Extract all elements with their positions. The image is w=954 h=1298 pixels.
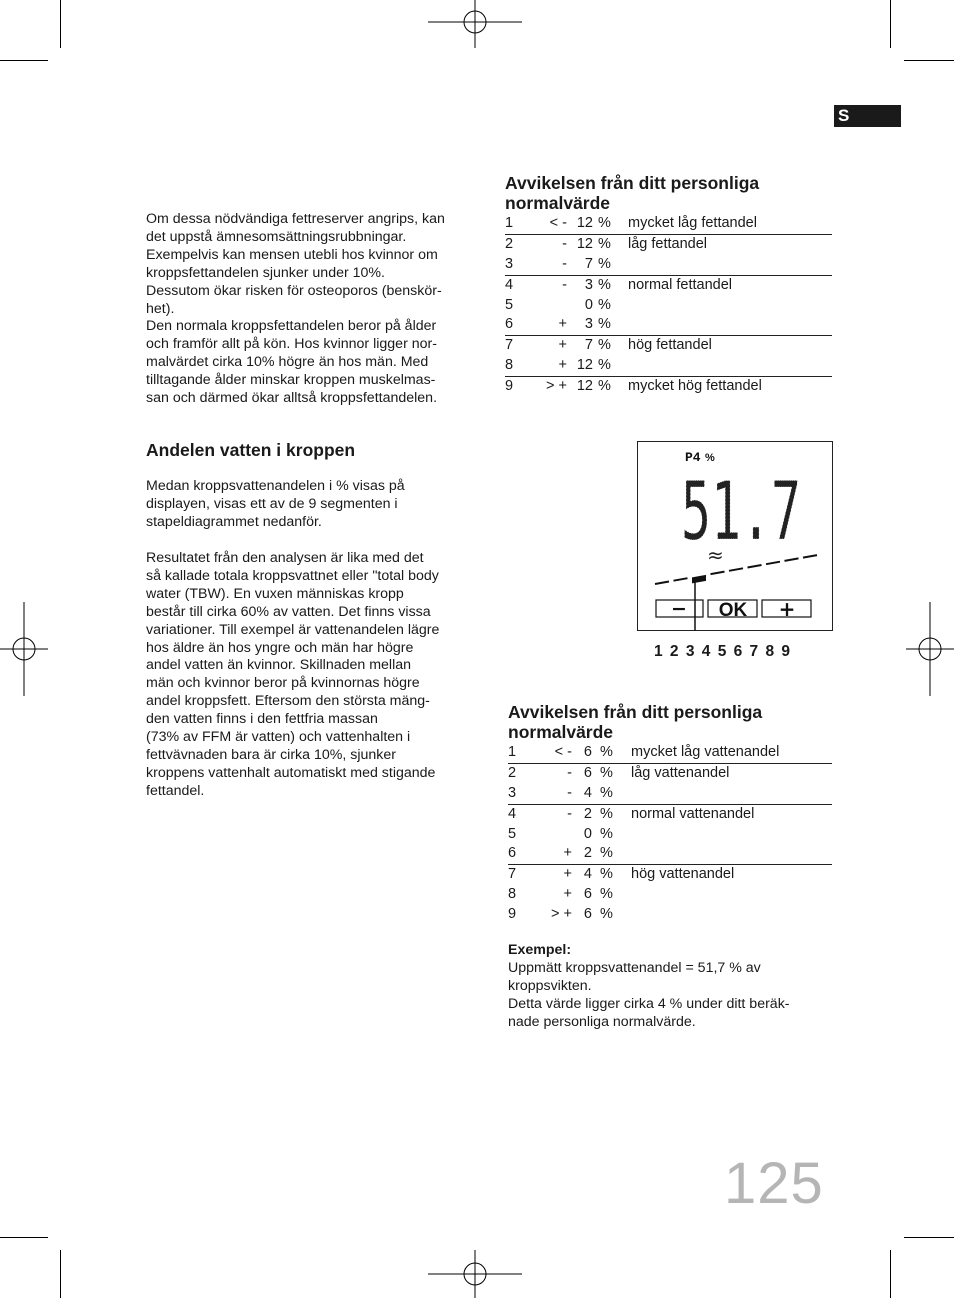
text-line: variationer. Till exempel är vattenandelen lägre bbox=[146, 621, 440, 638]
row-operator: - bbox=[567, 805, 572, 822]
row-number: 4 bbox=[505, 276, 514, 293]
registration-mark-left bbox=[0, 602, 48, 696]
row-value: 3 bbox=[584, 276, 593, 293]
registration-mark-right bbox=[906, 602, 954, 696]
row-operator: > + bbox=[546, 378, 567, 395]
text-line: består till cirka 60% av vatten. Det finns vissa bbox=[146, 603, 431, 620]
row-label: mycket låg vattenandel bbox=[631, 744, 780, 760]
bar-segment-active bbox=[692, 575, 706, 584]
table-row bbox=[505, 336, 832, 356]
row-number: 9 bbox=[505, 378, 514, 395]
measured-value: 51.7 bbox=[681, 465, 801, 558]
example-label: Exempel: bbox=[508, 942, 572, 958]
row-value: 0 bbox=[584, 296, 593, 313]
row-percent: % bbox=[598, 357, 611, 374]
row-number: 3 bbox=[505, 255, 514, 272]
language-tab bbox=[834, 105, 901, 127]
table-row bbox=[505, 356, 832, 377]
minus-icon: − bbox=[671, 598, 687, 620]
row-number: 2 bbox=[508, 764, 517, 781]
row-label: hög fettandel bbox=[628, 337, 712, 354]
crop-mark bbox=[890, 1250, 891, 1298]
text-line: fettandel. bbox=[146, 782, 205, 799]
row-value: 12 bbox=[576, 378, 593, 395]
heading-line: normalvärde bbox=[508, 721, 614, 742]
water-paragraph-2 bbox=[146, 550, 439, 801]
row-operator: + bbox=[558, 357, 567, 374]
heading-line: Avvikelsen från ditt personliga bbox=[505, 173, 760, 193]
row-value: 12 bbox=[576, 357, 593, 374]
text-line: hos äldre än hos yngre och män har högre bbox=[146, 639, 414, 656]
table-row bbox=[505, 296, 832, 316]
text-line: den vatten finns i den fettfria massan bbox=[146, 711, 378, 728]
text-line: kroppens vattenhalt automatiskt med stigande bbox=[146, 764, 436, 781]
row-number: 7 bbox=[505, 337, 514, 354]
row-number: 5 bbox=[505, 296, 514, 313]
row-operator: + bbox=[563, 866, 572, 883]
display-graphic bbox=[637, 441, 833, 631]
row-percent: % bbox=[598, 255, 611, 272]
text-line: kroppsfettandelen sjunker under 10%. bbox=[146, 264, 385, 281]
table-row bbox=[505, 235, 832, 255]
water-paragraph-1 bbox=[146, 478, 405, 532]
row-operator: - bbox=[562, 255, 567, 272]
row-label: normal vattenandel bbox=[631, 805, 755, 822]
table-row bbox=[508, 865, 832, 885]
table-row bbox=[508, 784, 832, 805]
row-label: låg vattenandel bbox=[631, 764, 730, 781]
row-percent: % bbox=[598, 296, 611, 313]
row-operator: - bbox=[562, 276, 567, 293]
text-line: san och därmed ökar alltså kroppsfettandelen. bbox=[146, 390, 438, 407]
crop-mark bbox=[60, 0, 61, 48]
table-row bbox=[505, 255, 832, 276]
table-row bbox=[505, 276, 832, 296]
bar-segments bbox=[655, 555, 817, 584]
row-percent: % bbox=[600, 866, 613, 883]
row-percent: % bbox=[600, 886, 613, 903]
row-value: 6 bbox=[583, 886, 592, 903]
crop-mark bbox=[904, 60, 954, 61]
bar-segment bbox=[729, 568, 743, 571]
row-value: 6 bbox=[583, 764, 592, 781]
intro-paragraph bbox=[146, 211, 445, 408]
row-value: 0 bbox=[583, 825, 592, 842]
bar-segment bbox=[674, 578, 688, 581]
text-line: malvärdet cirka 10% högre än hos män. Med bbox=[146, 354, 429, 371]
row-label: mycket hög fettandel bbox=[628, 378, 762, 395]
text-line: fettvävnaden bara är cirka 10%, sjunker bbox=[146, 746, 396, 763]
example-block bbox=[508, 942, 790, 1032]
row-number: 8 bbox=[505, 357, 514, 374]
table-row bbox=[508, 825, 832, 845]
row-operator: > + bbox=[551, 906, 572, 923]
table-row bbox=[508, 844, 832, 865]
crop-mark bbox=[890, 0, 891, 48]
crop-mark bbox=[60, 1250, 61, 1298]
language-tab-label: S bbox=[838, 106, 850, 125]
row-value: 4 bbox=[583, 866, 592, 883]
text-line: andel kroppsfett. Eftersom den största mäng- bbox=[146, 693, 430, 710]
text-line: kroppsvikten. bbox=[508, 977, 592, 994]
row-value: 3 bbox=[584, 316, 593, 333]
row-label: låg fettandel bbox=[628, 235, 708, 252]
row-percent: % bbox=[600, 784, 613, 801]
row-operator: < - bbox=[554, 744, 572, 760]
row-operator: + bbox=[563, 845, 572, 862]
text-line: nade personliga normalvärde. bbox=[508, 1013, 696, 1030]
registration-mark-bottom bbox=[428, 1250, 522, 1298]
row-value: 4 bbox=[583, 784, 592, 801]
row-operator: + bbox=[563, 886, 572, 903]
text-line: Om dessa nödvändiga fettreserver angrips, kan bbox=[146, 211, 445, 227]
row-value: 7 bbox=[584, 337, 593, 354]
row-value: 7 bbox=[584, 255, 593, 272]
bar-segment bbox=[803, 555, 817, 558]
text-line: Medan kroppsvattenandelen i % visas på bbox=[146, 478, 405, 494]
row-value: 2 bbox=[583, 845, 592, 862]
text-line: Resultatet från den analysen är lika med det bbox=[146, 550, 424, 566]
text-line: andel vatten än kvinnor. Skillnaden mellan bbox=[146, 657, 412, 674]
text-line: män och kvinnor beror på kvinnornas högre bbox=[146, 675, 420, 692]
text-line: och framför allt på kön. Hos kvinnor ligger nor- bbox=[146, 336, 437, 353]
bar-segment bbox=[785, 558, 799, 561]
text-line: Den normala kroppsfettandelen beror på ålder bbox=[146, 318, 437, 335]
text-line: (73% av FFM är vatten) och vattenhalten i bbox=[146, 729, 411, 746]
row-percent: % bbox=[598, 235, 611, 252]
ok-button-label: OK bbox=[718, 600, 748, 621]
row-percent: % bbox=[600, 825, 613, 842]
text-line: Detta värde ligger cirka 4 % under ditt beräk- bbox=[508, 995, 790, 1012]
text-line: het). bbox=[146, 300, 175, 317]
row-operator: + bbox=[558, 316, 567, 333]
table-row bbox=[508, 905, 832, 925]
row-percent: % bbox=[600, 764, 613, 781]
page-number: 125 bbox=[724, 1151, 824, 1216]
water-section-heading: Andelen vatten i kroppen bbox=[146, 440, 356, 460]
text-line: water (TBW). En vuxen människas kropp bbox=[146, 585, 404, 602]
row-number: 6 bbox=[508, 845, 517, 862]
table-row bbox=[505, 315, 832, 336]
table-row bbox=[505, 377, 832, 397]
row-number: 1 bbox=[508, 744, 517, 760]
profile-indicator: P4 bbox=[685, 450, 701, 465]
water-deviation-table bbox=[508, 743, 832, 925]
segment-scale-labels: 1 2 3 4 5 6 7 8 9 bbox=[654, 643, 791, 660]
row-value: 2 bbox=[583, 805, 592, 822]
row-percent: % bbox=[600, 805, 613, 822]
text-line: stapeldiagrammet nedanför. bbox=[146, 513, 322, 530]
water-table-heading bbox=[508, 703, 762, 742]
row-percent: % bbox=[598, 276, 611, 293]
crop-mark bbox=[904, 1237, 954, 1238]
text-line: så kallade totala kroppsvattnet eller "total body bbox=[146, 567, 439, 584]
crop-mark bbox=[0, 60, 48, 61]
row-percent: % bbox=[600, 845, 613, 862]
bar-segment bbox=[766, 562, 780, 565]
row-label: hög vattenandel bbox=[631, 866, 735, 883]
bar-segment bbox=[748, 565, 762, 568]
bar-segment bbox=[655, 582, 669, 585]
row-number: 1 bbox=[505, 215, 514, 231]
row-value: 12 bbox=[576, 215, 593, 231]
plus-icon: + bbox=[778, 597, 796, 621]
row-number: 7 bbox=[508, 866, 517, 883]
row-number: 6 bbox=[505, 316, 514, 333]
row-percent: % bbox=[600, 744, 613, 760]
table-row bbox=[508, 885, 832, 905]
table-row bbox=[508, 805, 832, 825]
text-line: Dessutom ökar risken för osteoporos (benskör- bbox=[146, 282, 442, 299]
text-line: displayen, visas ett av de 9 segmenten i bbox=[146, 495, 398, 512]
row-label: mycket låg fettandel bbox=[628, 215, 757, 231]
row-operator: < - bbox=[549, 215, 567, 231]
fat-deviation-table bbox=[505, 214, 832, 397]
row-value: 6 bbox=[583, 744, 592, 760]
table-row bbox=[508, 743, 832, 764]
row-label: normal fettandel bbox=[628, 276, 732, 293]
row-operator: - bbox=[567, 764, 572, 781]
row-value: 12 bbox=[576, 235, 593, 252]
table-row bbox=[505, 214, 832, 235]
row-percent: % bbox=[598, 378, 611, 395]
row-percent: % bbox=[600, 906, 613, 923]
table-row bbox=[508, 764, 832, 784]
row-operator: - bbox=[567, 784, 572, 801]
text-line: Exempelvis kan mensen utebli hos kvinnor om bbox=[146, 246, 438, 263]
heading-line: normalvärde bbox=[505, 192, 611, 213]
row-number: 4 bbox=[508, 805, 517, 822]
heading-line: Avvikelsen från ditt personliga bbox=[508, 702, 763, 722]
text-line: det uppstå ämnesomsättningsrubbningar. bbox=[146, 228, 407, 245]
crop-mark bbox=[0, 1237, 48, 1238]
row-number: 8 bbox=[508, 886, 517, 903]
row-operator: - bbox=[562, 235, 567, 252]
percent-indicator: % bbox=[705, 452, 715, 464]
row-percent: % bbox=[598, 316, 611, 333]
row-percent: % bbox=[598, 215, 611, 231]
row-number: 3 bbox=[508, 784, 517, 801]
registration-mark-top bbox=[428, 0, 522, 48]
row-percent: % bbox=[598, 337, 611, 354]
row-operator: + bbox=[558, 337, 567, 354]
text-line: tilltagande ålder minskar kroppen muskelmas- bbox=[146, 372, 436, 389]
row-number: 9 bbox=[508, 906, 517, 923]
row-number: 5 bbox=[508, 825, 517, 842]
water-icon: ≈ bbox=[707, 543, 724, 567]
bar-segment bbox=[711, 572, 725, 575]
row-value: 6 bbox=[583, 906, 592, 923]
row-number: 2 bbox=[505, 235, 514, 252]
text-line: Uppmätt kroppsvattenandel = 51,7 % av bbox=[508, 959, 761, 976]
scale-display bbox=[637, 441, 833, 631]
fat-table-heading bbox=[505, 174, 759, 213]
